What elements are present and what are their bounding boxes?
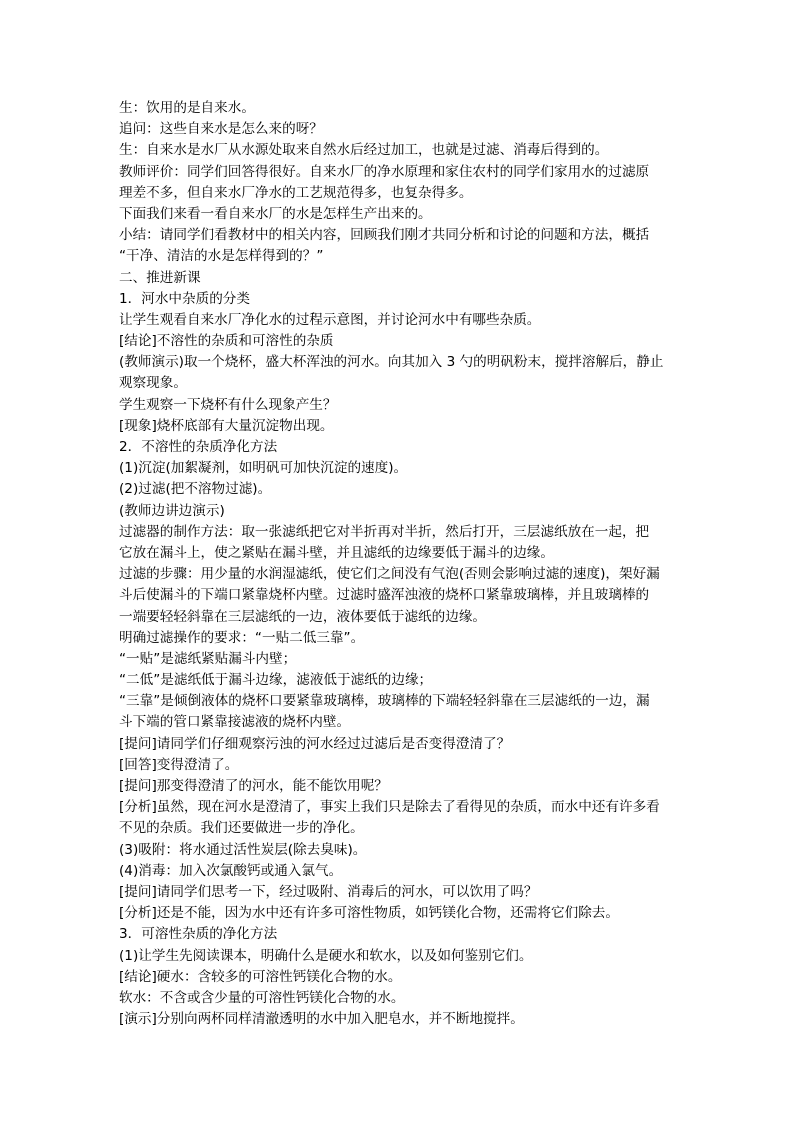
- text-line: 过滤器的制作方法：取一张滤纸把它对半折再对半折，然后打开，三层滤纸放在一起，把: [119, 523, 650, 540]
- text-line: [提问]请同学们仔细观察污浊的河水经过过滤后是否变得澄清了？: [119, 735, 511, 752]
- text-line: 一端要轻轻斜靠在三层滤纸的一边，液体要低于滤纸的边缘。: [119, 608, 487, 625]
- text-line: “干净、清洁的水是怎样得到的？”: [119, 248, 324, 265]
- text-line: [分析]还是不能，因为水中还有许多可溶性物质，如钙镁化合物，还需将它们除去。: [119, 905, 619, 922]
- text-line: 明确过滤操作的要求：“一贴二低三靠”。: [119, 629, 365, 646]
- text-line: [提问]请同学们思考一下，经过吸附、消毒后的河水，可以饮用了吗？: [119, 883, 538, 900]
- text-line: 学生观察一下烧杯有什么现象产生？: [119, 396, 337, 413]
- text-line: 生：自来水是水厂从水源处取来自然水后经过加工，也就是过滤、消毒后得到的。: [119, 142, 609, 159]
- document-body: [119, 98, 679, 1030]
- text-line: (4)消毒：加入次氯酸钙或通入氯气。: [119, 862, 343, 879]
- text-line: 观察现象。: [119, 375, 187, 392]
- text-line: (2)过滤(把不溶物过滤)。: [119, 481, 272, 498]
- text-line: “三靠”是倾倒液体的烧杯口要紧靠玻璃棒，玻璃棒的下端轻轻斜靠在三层滤纸的一边，漏: [119, 693, 650, 710]
- text-line: 小结：请同学们看教材中的相关内容，回顾我们刚才共同分析和讨论的问题和方法，概括: [119, 227, 650, 244]
- text-line: “二低”是滤纸低于漏斗边缘，滤液低于滤纸的边缘；: [119, 672, 433, 689]
- text-line: 教师评价：同学们回答得很好。自来水厂的净水原理和家住农村的同学们家用水的过滤原: [119, 163, 650, 180]
- text-line: [结论]硬水：含较多的可溶性钙镁化合物的水。: [119, 968, 402, 985]
- text-line: 让学生观看自来水厂净化水的过程示意图，并讨论河水中有哪些杂质。: [119, 311, 541, 328]
- text-line: 软水：不含或含少量的可溶性钙镁化合物的水。: [119, 989, 405, 1006]
- text-line: (教师边讲边演示): [119, 502, 225, 519]
- text-line: [回答]变得澄清了。: [119, 756, 239, 773]
- text-line: 过滤的步骤：用少量的水润湿滤纸，使它们之间没有气泡(否则会影响过滤的速度)，架好漏: [119, 566, 660, 583]
- text-line: 理差不多，但自来水厂净水的工艺规范得多，也复杂得多。: [119, 184, 473, 201]
- subsection-heading: 2．不溶性的杂质净化方法: [119, 439, 278, 455]
- text-line: [提问]那变得澄清了的河水，能不能饮用呢？: [119, 778, 388, 794]
- text-line: 下面我们来看一看自来水厂的水是怎样生产出来的。: [119, 205, 432, 222]
- text-line: [现象]烧杯底部有大量沉淀物出现。: [119, 417, 334, 434]
- subsection-heading: 1．河水中杂质的分类: [119, 290, 250, 307]
- text-line: (教师演示)取一个烧杯，盛大杯浑浊的河水。向其加入 3 勺的明矾粉末，搅拌溶解后，静止: [119, 354, 664, 371]
- section-heading: 二、推进新课: [119, 269, 201, 286]
- subsection-heading: 3．可溶性杂质的净化方法: [119, 926, 278, 943]
- text-line: [分析]虽然，现在河水是澄清了，事实上我们只是除去了看得见的杂质，而水中还有许多看: [119, 799, 660, 816]
- text-line: 不见的杂质。我们还要做进一步的净化。: [119, 820, 364, 837]
- text-line: (1)沉淀(加絮凝剂，如明矾可加快沉淀的速度)。: [119, 460, 408, 477]
- text-line: (1)让学生先阅读课本，明确什么是硬水和软水，以及如何鉴别它们。: [119, 947, 533, 964]
- text-line: [结论]不溶性的杂质和可溶性的杂质: [119, 333, 334, 350]
- text-line: (3)吸附：将水通过活性炭层(除去臭味)。: [119, 841, 367, 858]
- text-line: 追问：这些自来水是怎么来的呀？: [119, 121, 323, 138]
- text-line: 斗后使漏斗的下端口紧靠烧杯内壁。过滤时盛浑浊液的烧杯口紧靠玻璃棒，并且玻璃棒的: [119, 587, 650, 604]
- text-line: 它放在漏斗上，使之紧贴在漏斗壁，并且滤纸的边缘要低于漏斗的边缘。: [119, 544, 554, 561]
- text-line: [演示]分别向两杯同样清澈透明的水中加入肥皂水，并不断地搅拌。: [119, 1011, 524, 1028]
- text-line: 生：饮用的是自来水。: [119, 100, 255, 116]
- text-line: “一贴”是滤纸紧贴漏斗内壁；: [119, 650, 297, 667]
- text-line: 斗下端的管口紧靠接滤液的烧杯内壁。: [119, 714, 351, 731]
